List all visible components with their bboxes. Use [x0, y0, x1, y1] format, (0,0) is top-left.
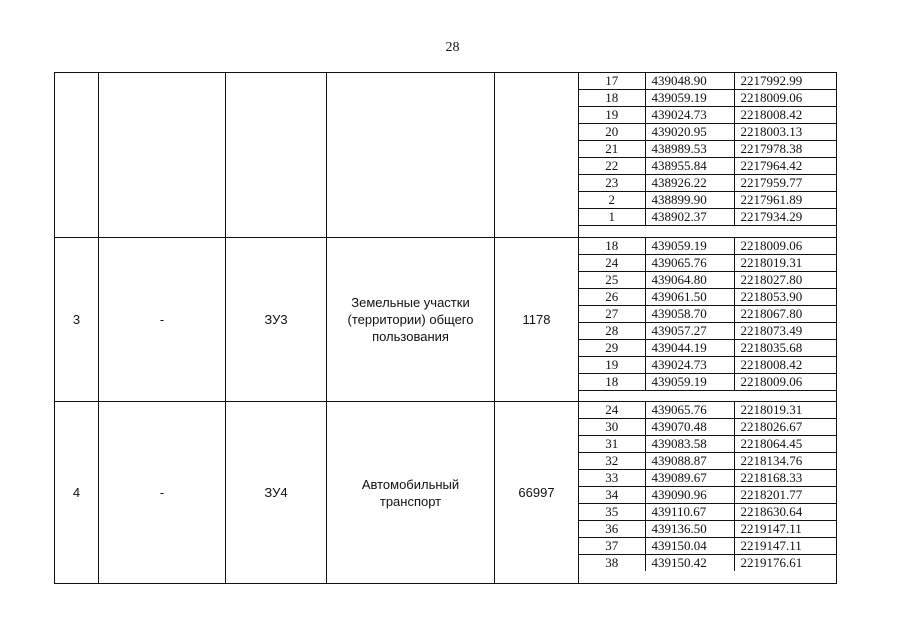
coord-x: 439090.96: [645, 487, 734, 504]
coord-y: 2218009.06: [734, 90, 836, 107]
coord-x: 439083.58: [645, 436, 734, 453]
coord-x: 438899.90: [645, 192, 734, 209]
coordinate-row: [579, 339, 836, 356]
coord-y: 2218073.49: [734, 322, 836, 339]
cadastral-number-cell: [99, 73, 226, 238]
coord-x: 439058.70: [645, 305, 734, 322]
point-number: 20: [579, 124, 645, 141]
coord-y: 2218053.90: [734, 288, 836, 305]
coord-y: 2217961.89: [734, 192, 836, 209]
point-number: 17: [579, 73, 645, 90]
row-number-cell: [55, 73, 99, 238]
coord-x: 439061.50: [645, 288, 734, 305]
coordinate-row: [579, 107, 836, 124]
coord-y: 2218630.64: [734, 504, 836, 521]
coord-y: 2218134.76: [734, 453, 836, 470]
plot-area-cell: [495, 237, 579, 402]
plot-code-cell: [226, 402, 327, 584]
plot-purpose-cell: [327, 402, 495, 584]
coordinate-row: [579, 555, 836, 572]
coord-y: 2219147.11: [734, 521, 836, 538]
point-number: 27: [579, 305, 645, 322]
coord-y: 2218019.31: [734, 254, 836, 271]
point-number: 19: [579, 356, 645, 373]
point-number: 22: [579, 158, 645, 175]
row-number-cell: [55, 237, 99, 402]
coord-y: 2218026.67: [734, 419, 836, 436]
plot-code-cell: [226, 73, 327, 238]
point-number: 18: [579, 373, 645, 390]
point-number: 2: [579, 192, 645, 209]
coordinate-row: [579, 73, 836, 90]
point-number: 30: [579, 419, 645, 436]
plot-purpose-cell: [327, 73, 495, 238]
coord-x: 439089.67: [645, 470, 734, 487]
table-row: [55, 73, 837, 238]
coordinate-row: [579, 209, 836, 226]
coord-x: 439070.48: [645, 419, 734, 436]
coordinate-row: [579, 356, 836, 373]
plot-code-cell: [226, 237, 327, 402]
point-number: 32: [579, 453, 645, 470]
point-number: 1: [579, 209, 645, 226]
coord-y: 2218003.13: [734, 124, 836, 141]
coord-y: 2219176.61: [734, 555, 836, 572]
point-number: 18: [579, 238, 645, 255]
coord-x: 439136.50: [645, 521, 734, 538]
coord-x: 438926.22: [645, 175, 734, 192]
point-number: 25: [579, 271, 645, 288]
coord-x: 439020.95: [645, 124, 734, 141]
coordinates-cell: [579, 73, 837, 238]
point-number: 36: [579, 521, 645, 538]
coord-x: 439059.19: [645, 373, 734, 390]
plot-area-cell: [495, 73, 579, 238]
coordinate-row: [579, 288, 836, 305]
coordinates-cell: [579, 237, 837, 402]
coord-x: 439059.19: [645, 90, 734, 107]
point-number: 35: [579, 504, 645, 521]
coord-x: 439065.76: [645, 254, 734, 271]
coord-x: 438955.84: [645, 158, 734, 175]
coordinates-table: [579, 402, 836, 571]
coordinate-row: [579, 453, 836, 470]
coordinate-row: [579, 305, 836, 322]
coord-x: 439064.80: [645, 271, 734, 288]
row-number: 3: [72, 311, 81, 327]
coord-y: 2217992.99: [734, 73, 836, 90]
coordinate-row: [579, 175, 836, 192]
point-number: 29: [579, 339, 645, 356]
coordinate-row: [579, 124, 836, 141]
coordinate-row: [579, 90, 836, 107]
coordinate-row: [579, 402, 836, 419]
coord-y: 2218201.77: [734, 487, 836, 504]
coord-y: 2218008.42: [734, 107, 836, 124]
coord-x: 439044.19: [645, 339, 734, 356]
coord-x: 439024.73: [645, 107, 734, 124]
land-plots-table: [54, 72, 837, 584]
row-number-cell: [55, 402, 99, 584]
coordinate-row: [579, 238, 836, 255]
coordinate-row: [579, 521, 836, 538]
coord-x: 439150.04: [645, 538, 734, 555]
point-number: 24: [579, 402, 645, 419]
coord-x: 439048.90: [645, 73, 734, 90]
table-row: [55, 402, 837, 584]
coord-x: 439065.76: [645, 402, 734, 419]
coord-y: 2218019.31: [734, 402, 836, 419]
coordinate-row: [579, 470, 836, 487]
coord-y: 2218027.80: [734, 271, 836, 288]
coordinates-table: [579, 238, 836, 391]
point-number: 38: [579, 555, 645, 572]
coord-x: 438989.53: [645, 141, 734, 158]
point-number: 37: [579, 538, 645, 555]
coord-y: 2218009.06: [734, 238, 836, 255]
coord-y: 2217964.42: [734, 158, 836, 175]
coord-y: 2219147.11: [734, 538, 836, 555]
coord-x: 438902.37: [645, 209, 734, 226]
coordinates-table: [579, 73, 836, 226]
coord-x: 439088.87: [645, 453, 734, 470]
coordinate-row: [579, 538, 836, 555]
point-number: 21: [579, 141, 645, 158]
point-number: 33: [579, 470, 645, 487]
point-number: 24: [579, 254, 645, 271]
coord-y: 2218064.45: [734, 436, 836, 453]
plot-area: 1178: [522, 311, 551, 327]
point-number: 28: [579, 322, 645, 339]
table-row: [55, 237, 837, 402]
coordinate-row: [579, 322, 836, 339]
coord-y: 2217934.29: [734, 209, 836, 226]
coord-x: 439057.27: [645, 322, 734, 339]
point-number: 34: [579, 487, 645, 504]
point-number: 26: [579, 288, 645, 305]
coordinate-row: [579, 436, 836, 453]
coord-y: 2218168.33: [734, 470, 836, 487]
plot-purpose-cell: [327, 237, 495, 402]
coordinate-row: [579, 373, 836, 390]
coordinate-row: [579, 192, 836, 209]
coordinate-row: [579, 254, 836, 271]
plot-code: ЗУ4: [264, 485, 288, 501]
coord-y: 2218008.42: [734, 356, 836, 373]
point-number: 19: [579, 107, 645, 124]
coordinates-cell: [579, 402, 837, 584]
plot-area-cell: [495, 402, 579, 584]
point-number: 31: [579, 436, 645, 453]
coordinate-row: [579, 504, 836, 521]
point-number: 18: [579, 90, 645, 107]
coord-y: 2218067.80: [734, 305, 836, 322]
coord-x: 439024.73: [645, 356, 734, 373]
plot-code: ЗУ3: [264, 311, 288, 327]
cadastral-number: -: [159, 485, 165, 501]
page-number: 28: [445, 40, 460, 55]
coord-y: 2217978.38: [734, 141, 836, 158]
coord-x: 439150.42: [645, 555, 734, 572]
coordinate-row: [579, 141, 836, 158]
coord-y: 2218009.06: [734, 373, 836, 390]
coord-x: 439110.67: [645, 504, 734, 521]
coordinate-row: [579, 271, 836, 288]
plot-purpose: Земельные участки (территории) общего пользования: [347, 294, 474, 344]
cadastral-number-cell: [99, 237, 226, 402]
coordinate-row: [579, 419, 836, 436]
coordinate-row: [579, 158, 836, 175]
plot-area: 66997: [518, 485, 555, 501]
cadastral-number: -: [159, 311, 165, 327]
coordinate-row: [579, 487, 836, 504]
point-number: 23: [579, 175, 645, 192]
coord-y: 2217959.77: [734, 175, 836, 192]
coord-x: 439059.19: [645, 238, 734, 255]
coord-y: 2218035.68: [734, 339, 836, 356]
row-number: 4: [72, 485, 81, 501]
cadastral-number-cell: [99, 402, 226, 584]
plot-purpose: Автомобильный транспорт: [361, 476, 460, 509]
